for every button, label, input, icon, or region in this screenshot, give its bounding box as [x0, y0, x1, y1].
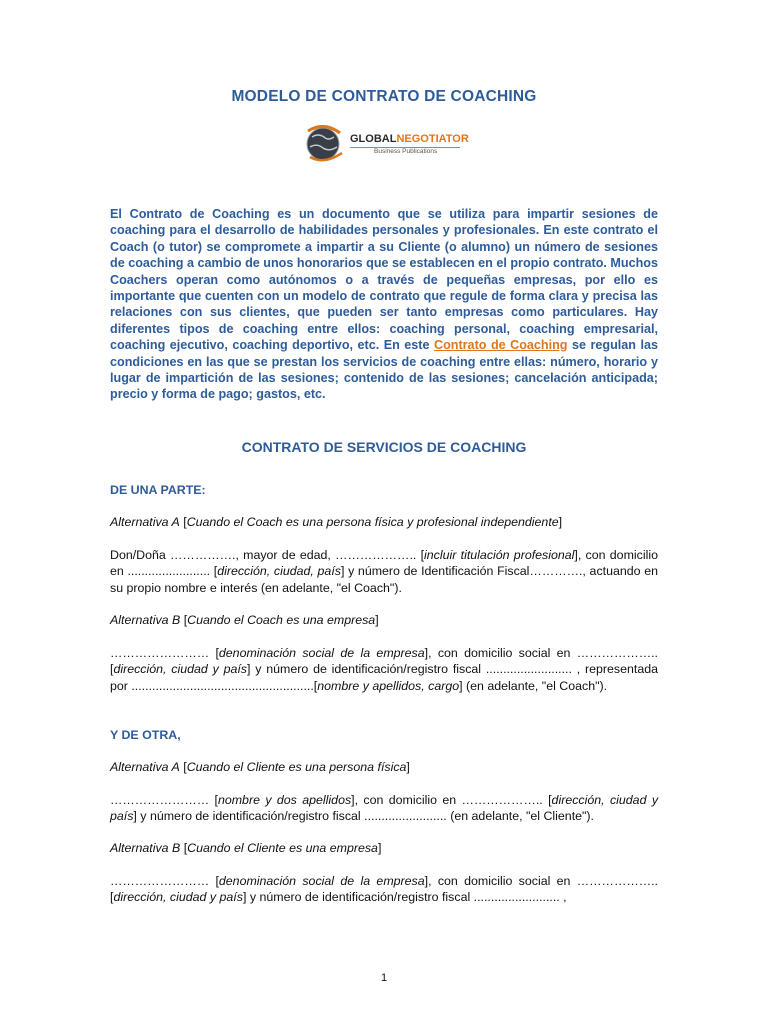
client-company-paragraph [110, 873, 658, 906]
text: ] y número de identificación/registro fiscal ......................... , [242, 890, 567, 905]
text: ] y número de Identificación Fiscal…………., actuando en su propio nombre e interés (en adelante, "el Coach"). [110, 564, 658, 595]
text: …………………… [ [110, 874, 219, 888]
alt-a-client [110, 759, 658, 775]
text: ] y número de identificación/registro fiscal ......................... , representada por .....................................................[ [110, 662, 658, 693]
text: ], con domicilio social en ……………….. [ [110, 874, 658, 905]
text: ], con domicilio social en ……………….. [ [110, 646, 658, 677]
coach-person-paragraph [110, 547, 658, 596]
text: Don/Doña ……………., mayor de edad, ……………….. [ [110, 548, 425, 562]
bracket-open: [ [179, 760, 187, 774]
alt-a-coach [110, 514, 658, 530]
de-una-parte-heading: DE UNA PARTE: [110, 483, 206, 497]
alt-text: Cuando el Coach es una empresa [187, 613, 376, 627]
text: ], con domicilio en ........................ [ [110, 548, 658, 579]
alt-label: Alternativa B [110, 841, 181, 855]
bracket-open: [ [179, 515, 187, 529]
logo-brand-a: GLOBAL [350, 133, 397, 145]
intro-paragraph [110, 206, 658, 403]
alt-label: Alternativa A [110, 515, 180, 529]
text: ] y número de identificación/registro fiscal ........................ (en adelante, "el Cliente"). [133, 809, 594, 824]
client-person-paragraph [110, 792, 658, 825]
placeholder-text: incluir titulación profesional [424, 548, 575, 562]
coach-company-paragraph [110, 645, 658, 694]
page-number: 1 [380, 972, 388, 984]
placeholder-text: nombre y dos apellidos [217, 793, 352, 807]
intro-text-2: se regulan las condiciones en las que se prestan los servicios de coaching entre ellas: número, horario y lugar de impartición de las sesiones; contenido de las sesiones; cancelación anticipada; precio y forma de pago; gastos, etc. [110, 338, 658, 402]
alt-text: Cuando el Cliente es una persona física [186, 760, 407, 774]
alt-b-client [110, 840, 658, 856]
globalnegotiator-logo [304, 123, 469, 165]
text: …………………… [ [110, 793, 218, 807]
placeholder-text: dirección, ciudad y país [113, 662, 248, 677]
text: …………………… [ [110, 646, 219, 660]
intro-text-1: El Contrato de Coaching es un documento que se utiliza para impartir sesiones de coaching para el desarrollo de habilidades personales y profesionales. En este contrato el Coach (o tutor) se compromete a impartir a su Cliente (o alumno) un número de sesiones de coaching a cambio de unos honorarios que se establecen en el propio contrato. Muchos Coachers operan como autónomos o a través de pequeñas empresas, por ello es importante que cuenten con un modelo de contrato que regule de forma clara y precisa las relaciones con sus clientes, que pueden ser tanto empresas como particulares. Hay diferentes tipos de coaching entre ellos: coaching personal, coaching empresarial, coaching ejecutivo, coaching deportivo, etc. En este [110, 207, 658, 353]
contrato-coaching-link[interactable]: Contrato de Coaching [433, 338, 568, 353]
logo-tagline: Business Publications [374, 148, 438, 155]
placeholder-text: dirección, ciudad, país [217, 564, 341, 579]
bracket-close: ] [558, 515, 563, 529]
alt-label: Alternativa A [110, 760, 180, 774]
bracket-open: [ [180, 613, 188, 627]
bracket-open: [ [180, 841, 188, 855]
document-title: MODELO DE CONTRATO DE COACHING [231, 88, 537, 105]
alt-label: Alternativa B [110, 613, 181, 627]
placeholder-text: nombre y apellidos, cargo [317, 678, 460, 693]
placeholder-text: denominación social de la empresa [218, 874, 425, 888]
bracket-close: ] [406, 760, 410, 774]
contract-heading: CONTRATO DE SERVICIOS DE COACHING [241, 439, 527, 455]
alt-b-coach [110, 612, 658, 628]
globe-logo-icon [304, 123, 346, 163]
text: ], con domicilio en ……………….. [ [351, 793, 552, 807]
logo-brand-b: NEGOTIATOR [396, 133, 469, 145]
logo-wordmark [350, 133, 469, 145]
alt-text: Cuando el Cliente es una empresa [187, 841, 378, 855]
alt-text: Cuando el Coach es una persona física y profesional independiente [186, 515, 559, 529]
placeholder-text: dirección, ciudad y país [110, 793, 659, 824]
text: ] (en adelante, "el Coach"). [459, 678, 608, 693]
placeholder-text: dirección, ciudad y país [113, 890, 243, 905]
y-de-otra-heading: Y DE OTRA, [110, 728, 181, 742]
bracket-close: ] [377, 841, 382, 855]
bracket-close: ] [375, 613, 379, 627]
placeholder-text: denominación social de la empresa [218, 646, 425, 660]
